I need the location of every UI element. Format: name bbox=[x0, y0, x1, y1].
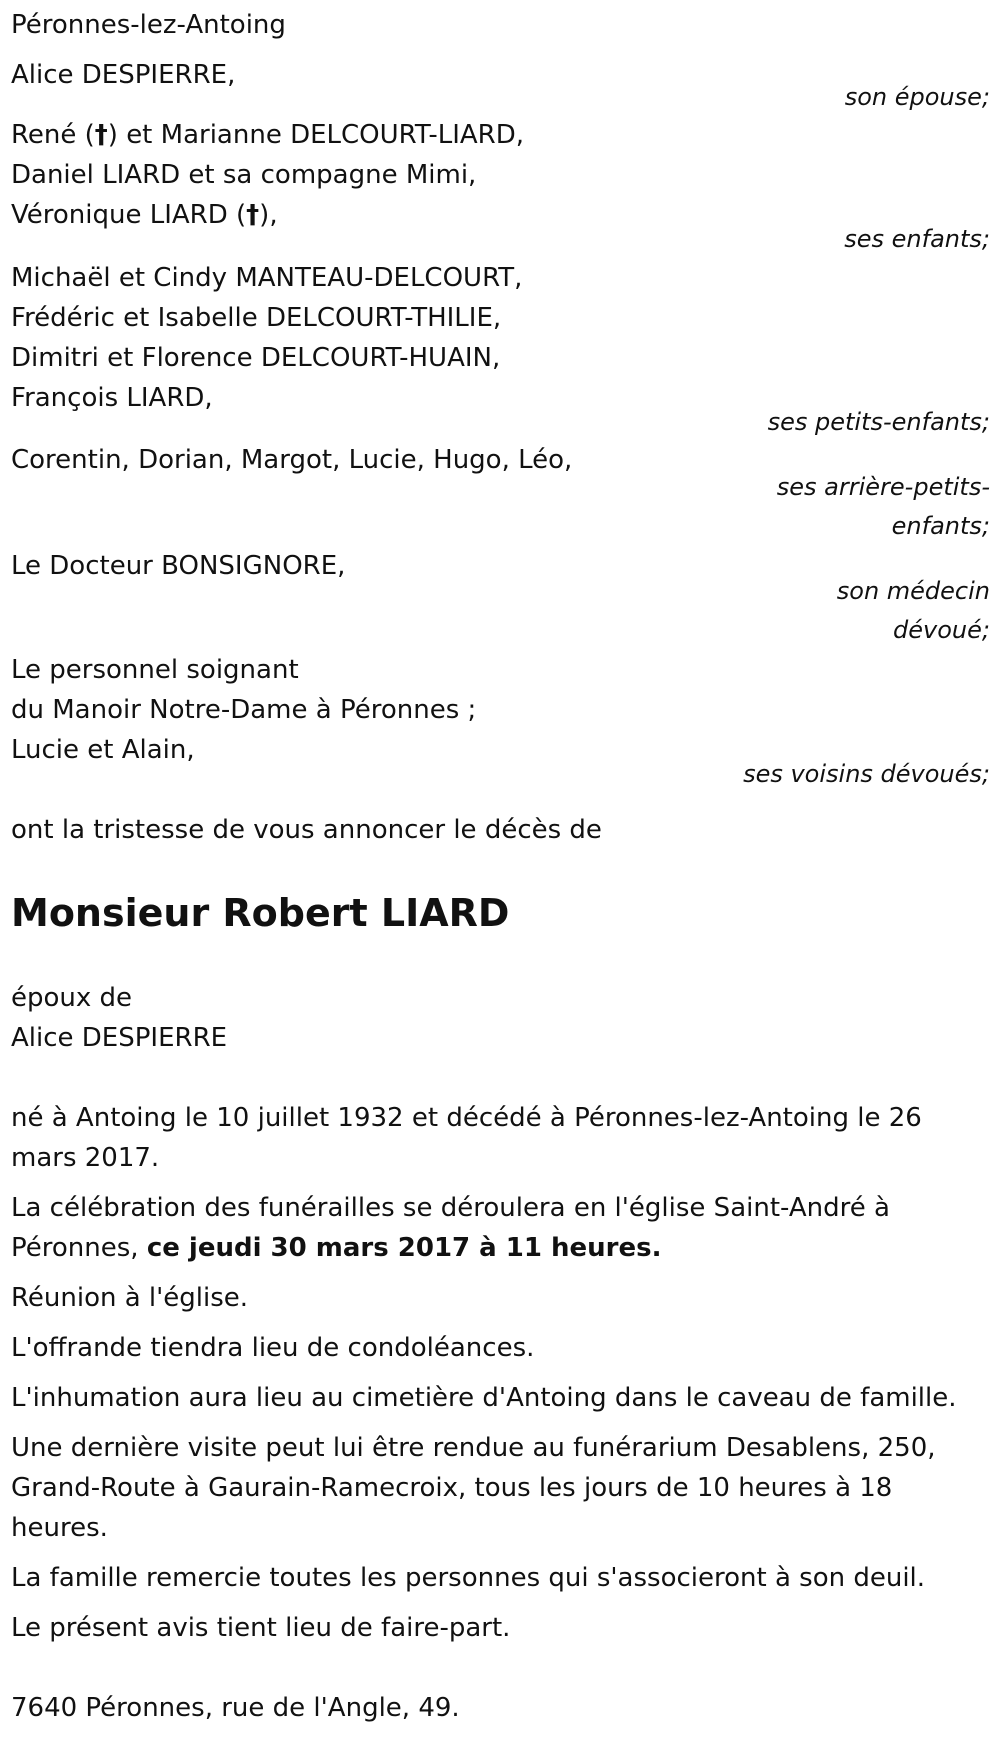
address-text: 7640 Péronnes, rue de l'Angle, 49. bbox=[11, 1693, 460, 1723]
child-line-2: Daniel LIARD et sa compagne Mimi, bbox=[11, 160, 477, 190]
visit-line-2: Grand-Route à Gaurain-Ramecroix, tous les jours de 10 heures à 18 bbox=[11, 1473, 893, 1503]
great-grandchildren-role-line-2: enfants; bbox=[891, 512, 990, 540]
location-heading: Péronnes-lez-Antoing bbox=[11, 10, 286, 40]
child-line-1-end: ) et Marianne DELCOURT-LIARD, bbox=[107, 120, 524, 150]
grandchildren-role: ses petits-enfants; bbox=[767, 408, 990, 436]
funeral-date: ce jeudi 30 mars 2017 à 11 heures. bbox=[146, 1233, 662, 1263]
doctor-role-line-1: son médecin bbox=[836, 577, 990, 605]
announcement-text: ont la tristesse de vous annoncer le décès de bbox=[11, 815, 602, 845]
neighbors-line: Lucie et Alain, bbox=[11, 735, 195, 765]
child-line-1-start: René ( bbox=[11, 120, 95, 150]
child-line-3-start: Véronique LIARD ( bbox=[11, 200, 247, 230]
birth-death-line-1: né à Antoing le 10 juillet 1932 et décédé à Péronnes-lez-Antoing le 26 bbox=[11, 1103, 922, 1133]
birth-death-line-2: mars 2017. bbox=[11, 1143, 160, 1173]
dagger-icon: † bbox=[246, 200, 260, 230]
child-line-1 bbox=[11, 115, 524, 155]
doctor-name: Le Docteur BONSIGNORE, bbox=[11, 551, 346, 581]
burial-text: L'inhumation aura lieu au cimetière d'Antoing dans le caveau de famille. bbox=[11, 1383, 957, 1413]
spouse-role: son épouse; bbox=[844, 83, 990, 111]
great-grandchildren-names: Corentin, Dorian, Margot, Lucie, Hugo, Léo, bbox=[11, 445, 573, 475]
visit-line-3: heures. bbox=[11, 1513, 108, 1543]
meeting-text: Réunion à l'église. bbox=[11, 1283, 249, 1313]
funeral-place: Péronnes, bbox=[11, 1233, 147, 1263]
spouse-of-line-2: Alice DESPIERRE bbox=[11, 1023, 228, 1053]
offering-text: L'offrande tiendra lieu de condoléances. bbox=[11, 1333, 535, 1363]
funeral-line-2 bbox=[11, 1228, 661, 1268]
child-line-3-end: ), bbox=[259, 200, 278, 230]
dagger-icon: † bbox=[94, 120, 108, 150]
visit-line-1: Une dernière visite peut lui être rendue au funérarium Desablens, 250, bbox=[11, 1433, 936, 1463]
funeral-line-1: La célébration des funérailles se déroulera en l'église Saint-André à bbox=[11, 1193, 890, 1223]
deceased-name: Monsieur Robert LIARD bbox=[11, 891, 510, 935]
spouse-of-line-1: époux de bbox=[11, 983, 133, 1013]
notice-text: Le présent avis tient lieu de faire-part. bbox=[11, 1613, 511, 1643]
neighbors-role: ses voisins dévoués; bbox=[743, 760, 990, 788]
children-role: ses enfants; bbox=[844, 225, 990, 253]
great-grandchildren-role-line-1: ses arrière-petits- bbox=[776, 473, 990, 501]
neighbors-line: du Manoir Notre-Dame à Péronnes ; bbox=[11, 695, 477, 725]
neighbors-line: Le personnel soignant bbox=[11, 655, 299, 685]
grandchild-line: Dimitri et Florence DELCOURT-HUAIN, bbox=[11, 343, 501, 373]
doctor-role-line-2: dévoué; bbox=[893, 616, 990, 644]
grandchild-line: François LIARD, bbox=[11, 383, 213, 413]
spouse-name: Alice DESPIERRE, bbox=[11, 60, 236, 90]
grandchild-line: Michaël et Cindy MANTEAU-DELCOURT, bbox=[11, 263, 523, 293]
child-line-3 bbox=[11, 195, 278, 235]
thanks-text: La famille remercie toutes les personnes qui s'associeront à son deuil. bbox=[11, 1563, 926, 1593]
grandchild-line: Frédéric et Isabelle DELCOURT-THILIE, bbox=[11, 303, 502, 333]
